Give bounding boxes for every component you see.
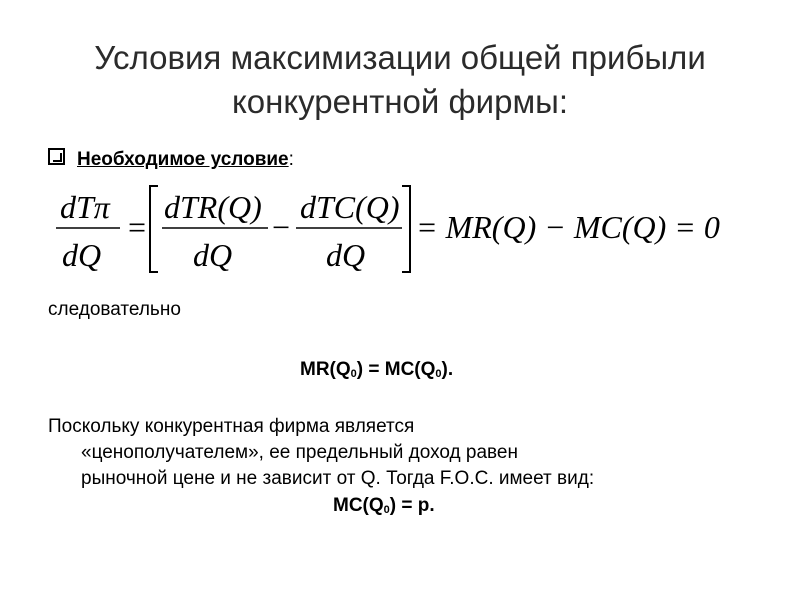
therefore-text: следовательно — [48, 299, 181, 320]
slide-title-line-1: Условия максимизации общей прибыли — [94, 39, 706, 76]
lhs-numerator: dTπ — [60, 189, 110, 225]
formula-rhs: = MR(Q) − MC(Q) = 0 — [416, 209, 720, 245]
necessary-condition-label: Необходимое условие — [77, 149, 289, 170]
left-bracket — [150, 186, 158, 272]
slide-title — [0, 36, 800, 124]
dtc-denominator: dQ — [326, 237, 366, 273]
minus-sign: − — [272, 209, 291, 245]
checkbox-bullet-icon — [48, 148, 65, 165]
slide-title-line-2: конкурентной фирмы: — [231, 83, 569, 120]
cond2-part-b: ) = p. — [389, 495, 435, 516]
dtr-denominator: dQ — [193, 237, 233, 273]
dtr-numerator: dTR(Q) — [164, 189, 262, 225]
right-bracket — [402, 186, 410, 272]
cond1-part-a: MR(Q — [300, 359, 351, 380]
cond1-part-c: ). — [441, 359, 454, 380]
cond2-part-a: MC(Q — [333, 495, 384, 516]
cond1-part-b: ) = MC(Q — [356, 359, 436, 380]
bullet-colon: : — [288, 149, 294, 170]
equals-sign: = — [128, 209, 147, 245]
paragraph-line-2: «ценополучателем», ее предельный доход равен — [81, 442, 518, 463]
profit-derivative-formula — [50, 180, 750, 280]
cond2-subscript: 0 — [383, 504, 390, 516]
optimality-condition-mr-mc — [300, 358, 453, 386]
lhs-denominator: dQ — [62, 237, 102, 273]
explanation-paragraph — [48, 414, 768, 492]
paragraph-line-1: Поскольку конкурентная фирма является — [48, 416, 415, 437]
formula-svg — [50, 180, 750, 280]
paragraph-line-3: рыночной цене и не зависит от Q. Тогда F.O.C. имеет вид: — [81, 468, 595, 489]
cond1-subscript-a: 0 — [350, 368, 357, 380]
dtc-numerator: dTC(Q) — [300, 189, 400, 225]
foc-condition-mc-p — [333, 494, 435, 522]
cond1-subscript-b: 0 — [435, 368, 442, 380]
necessary-condition-bullet — [48, 148, 294, 172]
